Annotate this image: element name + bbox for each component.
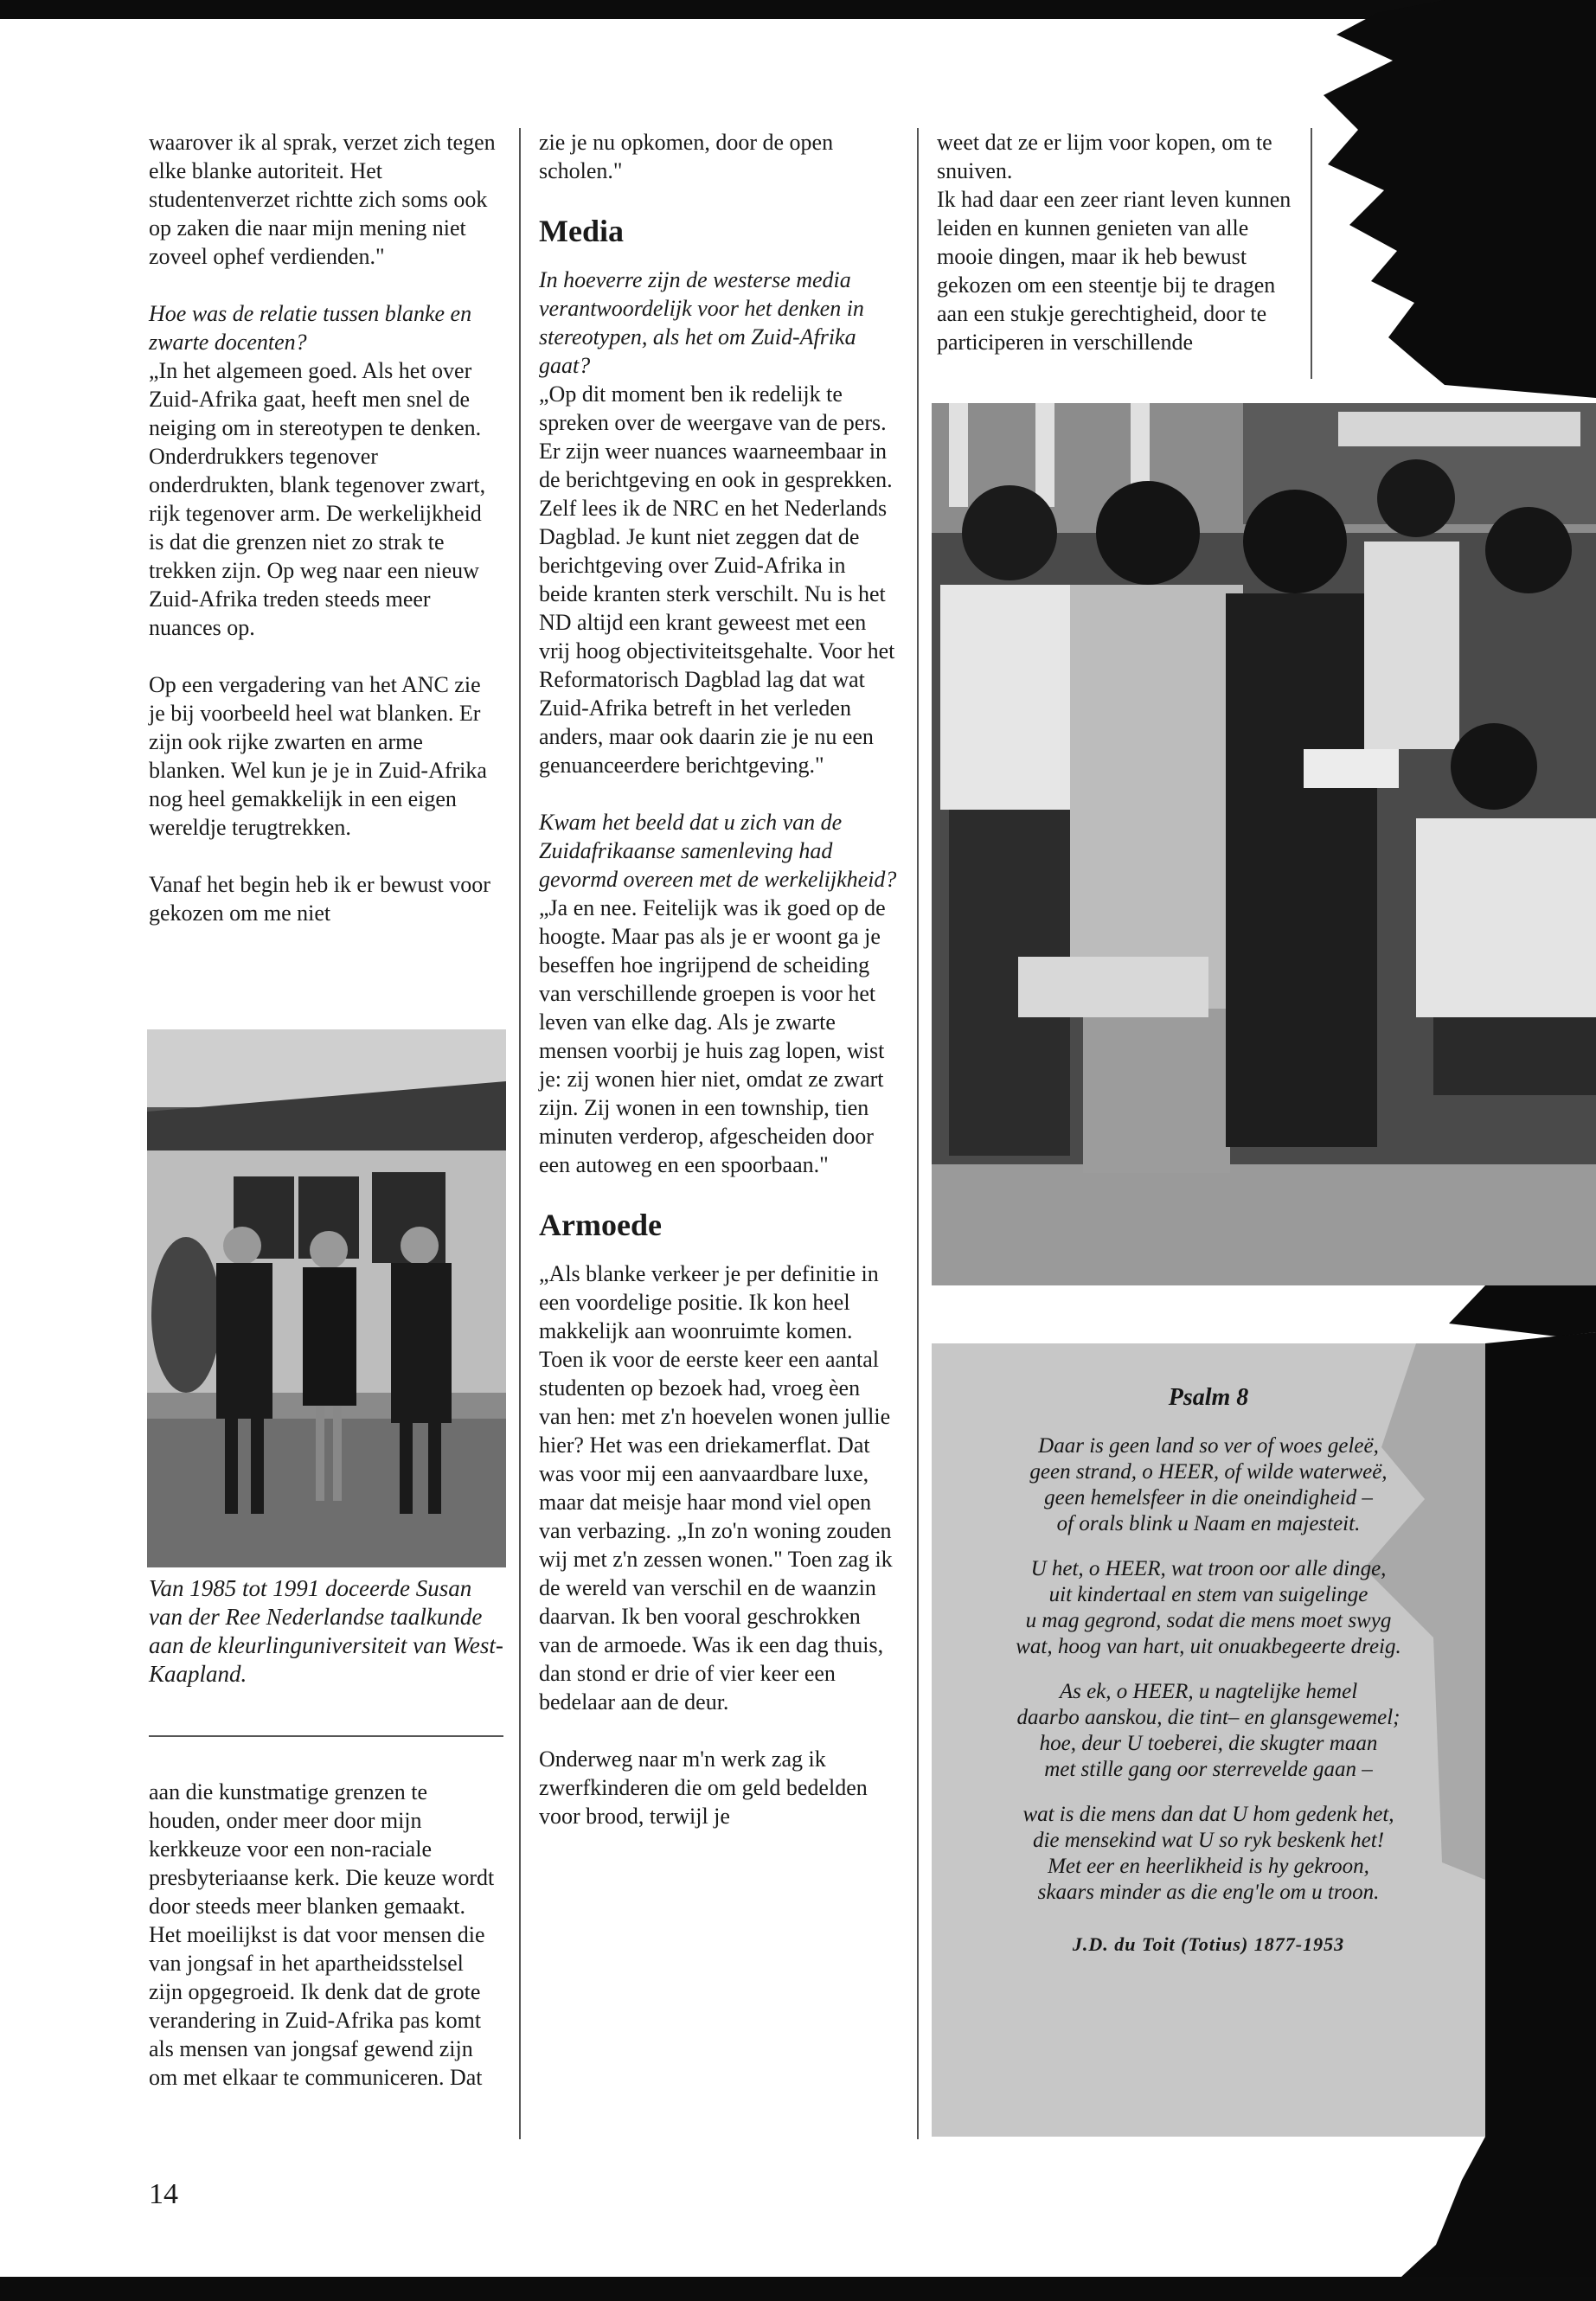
col3-paragraph-1: weet dat ze er lijm voor kopen, om te snuiven. xyxy=(937,130,1272,183)
page-number: 14 xyxy=(149,2178,178,2210)
col2-paragraph-4: „Als blanke verkeer je per definitie in een voordelige positie. Ik kon heel makkelijk aan woonruimte komen. Toen ik voor de eerste keer een aantal studenten op bezoek had, vroeg èen van hen: met z'n hoevelen wonen jullie hier? Het was een driekamerflat. Dat was voor mij een aanvaardbare luxe, maar dat meisje haar mond viel open van verbazing. „In zo'n woning zouden wij met z'n zessen wonen." Toen zag ik de wereld van verschil en de waanzin daarvan. Ik ben vooral geschrokken van de armoede. Was ik een dag thuis, dan stond er drie of vier keer een bedelaar aan de deur. xyxy=(539,1261,893,1715)
col1-question: Hoe was de relatie tussen blanke en zwarte docenten? xyxy=(149,301,472,355)
col1-paragraph-4: Vanaf het begin heb ik er bewust voor gekozen om me niet xyxy=(149,872,490,926)
psalm-line: uit kindertaal en stem van suigelinge xyxy=(1048,1583,1368,1606)
psalm-line: die mensekind wat U so ryk beskenk het! xyxy=(1032,1829,1385,1852)
psalm-box xyxy=(932,1343,1485,2137)
psalm-line: U het, o HEER, wat troon oor alle dinge, xyxy=(1030,1557,1387,1580)
psalm-line: skaars minder as die eng'le om u troon. xyxy=(1037,1881,1380,1904)
column-3 xyxy=(937,128,1300,356)
psalm-stanza-3 xyxy=(932,1679,1485,1783)
col1-paragraph-1: waarover ik al sprak, verzet zich tegen elke blanke autoriteit. Het studentenverzet richtte zich soms ook op zaken die naar mijn mening niet zoveel ophef verdienden." xyxy=(149,130,496,269)
psalm-line: Daar is geen land so ver of woes geleë, xyxy=(1038,1434,1379,1458)
col1-paragraph-3: Op een vergadering van het ANC zie je bij voorbeeld heel wat blanken. Er zijn ook rijke zwarten en arme blanken. Wel kun je je in Zuid-Afrika nog heel gemakkelijk in een eigen wereldje terugtrekken. xyxy=(149,672,487,840)
psalm-line: hoe, deur U toeberei, die skugter maan xyxy=(1039,1732,1378,1755)
heading-media: Media xyxy=(539,214,624,248)
psalm-title: Psalm 8 xyxy=(1168,1384,1249,1411)
psalm-line: daarbo aanskou, die tint– en glansgewemel; xyxy=(1016,1706,1401,1729)
col3-paragraph-2: Ik had daar een zeer riant leven kunnen leiden en kunnen genieten van alle mooie dingen, maar ik heb bewust gekozen om een steentje bij te dragen aan een stukje gerechtigheid, door te participeren in verschillende xyxy=(937,187,1292,355)
column-divider-3 xyxy=(1311,128,1312,379)
psalm-line: geen strand, o HEER, of wilde waterweë, xyxy=(1029,1460,1388,1484)
col2-paragraph-5: Onderweg naar m'n werk zag ik zwerfkinderen die om geld bedelden voor brood, terwijl je xyxy=(539,1747,868,1829)
caption-divider xyxy=(149,1735,503,1737)
col1-paragraph-2: „In het algemeen goed. Als het over Zuid-Afrika gaat, heeft men snel de neiging om in stereotypen te denken. Onderdrukkers tegenover onderdrukten, blank tegenover zwart, rijk tegenover arm. De werkelijkheid is dat die grenzen niet zo strak te trekken zijn. Op weg naar een nieuw Zuid-Afrika treden steeds meer nuances op. xyxy=(149,358,486,640)
psalm-line: of orals blink u Naam en majesteit. xyxy=(1056,1512,1361,1535)
psalm-text xyxy=(932,1343,1485,1958)
photo-students-group xyxy=(932,403,1596,1285)
psalm-stanza-4 xyxy=(932,1802,1485,1906)
psalm-line: wat, hoog van hart, uit onuakbegeerte dreig. xyxy=(1016,1635,1401,1658)
psalm-line: met stille gang oor sterrevelde gaan – xyxy=(1044,1758,1373,1781)
psalm-line: u mag gegrond, sodat die mens moet swyg xyxy=(1025,1609,1392,1632)
col2-paragraph-2: „Op dit moment ben ik redelijk te spreken over de weergave van de pers. Er zijn weer nuances waarneembaar in de berichtgeving en ook in gesprekken. Zelf lees ik de NRC en het Nederlands Dagblad. Je kunt niet zeggen dat de berichtgeving over Zuid-Afrika in beide kranten sterk verschilt. Nu is het ND altijd een krant geweest met een vrij hoog objectiviteitsgehalte. Voor het Reformatorisch Dagblad lag dat wat Zuid-Afrika betreft in het verleden anders, maar ook daarin zie je nu een genuanceerdere berichtgeving." xyxy=(539,381,895,778)
psalm-line: Met eer en heerlikheid is hy gekroon, xyxy=(1048,1855,1369,1878)
col2-paragraph-1: zie je nu opkomen, door de open scholen." xyxy=(539,130,834,183)
photo-caption: Van 1985 tot 1991 doceerde Susan van der Ree Nederlandse taalkunde aan de kleurlinguniversiteit van West-Kaapland. xyxy=(149,1575,503,1687)
heading-armoede: Armoede xyxy=(539,1208,662,1242)
col2-question-2: Kwam het beeld dat u zich van de Zuidafrikaanse samenleving had gevormd overeen met de werkelijkheid? xyxy=(539,810,897,892)
psalm-line: geen hemelsfeer in die oneindigheid – xyxy=(1044,1486,1373,1509)
psalm-stanza-1 xyxy=(932,1433,1485,1537)
psalm-line: wat is die mens dan dat U hom gedenk het, xyxy=(1022,1803,1394,1826)
column-divider-2 xyxy=(917,128,919,2139)
col1-paragraph-5: aan die kunstmatige grenzen te houden, onder meer door mijn kerkkeuze voor een non-raciale presbyteriaanse kerk. Die keuze wordt door steeds meer blanken gemaakt. Het moeilijkst is dat voor mensen die van jongsaf in het apartheidsstelsel zijn opgegroeid. Ik denk dat de grote verandering in Zuid-Afrika pas komt als mensen van jongsaf gewend zijn om met elkaar te communiceren. Dat xyxy=(149,1779,495,2090)
photo-three-teachers xyxy=(147,1029,506,1567)
psalm-stanza-2 xyxy=(932,1556,1485,1660)
psalm-line: As ek, o HEER, u nagtelijke hemel xyxy=(1059,1680,1358,1703)
column-2 xyxy=(539,128,898,1830)
column-1-continued xyxy=(149,1778,499,2092)
col2-paragraph-3: „Ja en nee. Feitelijk was ik goed op de hoogte. Maar pas als je er woont ga je beseffen hoe ingrijpend de scheiding van verschillende groepen is voor het leven van elke dag. Als je zwarte mensen voorbij je huis zag lopen, wist je: zij wonen hier niet, omdat ze zwart zijn. Zij wonen in een township, tien minuten verderop, afgescheiden door een autoweg en een spoorbaan." xyxy=(539,895,886,1177)
psalm-author: J.D. du Toit (Totius) 1877-1953 xyxy=(1072,1933,1345,1955)
col2-question-1: In hoeverre zijn de westerse media verantwoordelijk voor het denken in stereotypen, als het om Zuid-Afrika gaat? xyxy=(539,267,864,378)
column-divider-1 xyxy=(519,128,521,2139)
column-1 xyxy=(149,128,499,927)
